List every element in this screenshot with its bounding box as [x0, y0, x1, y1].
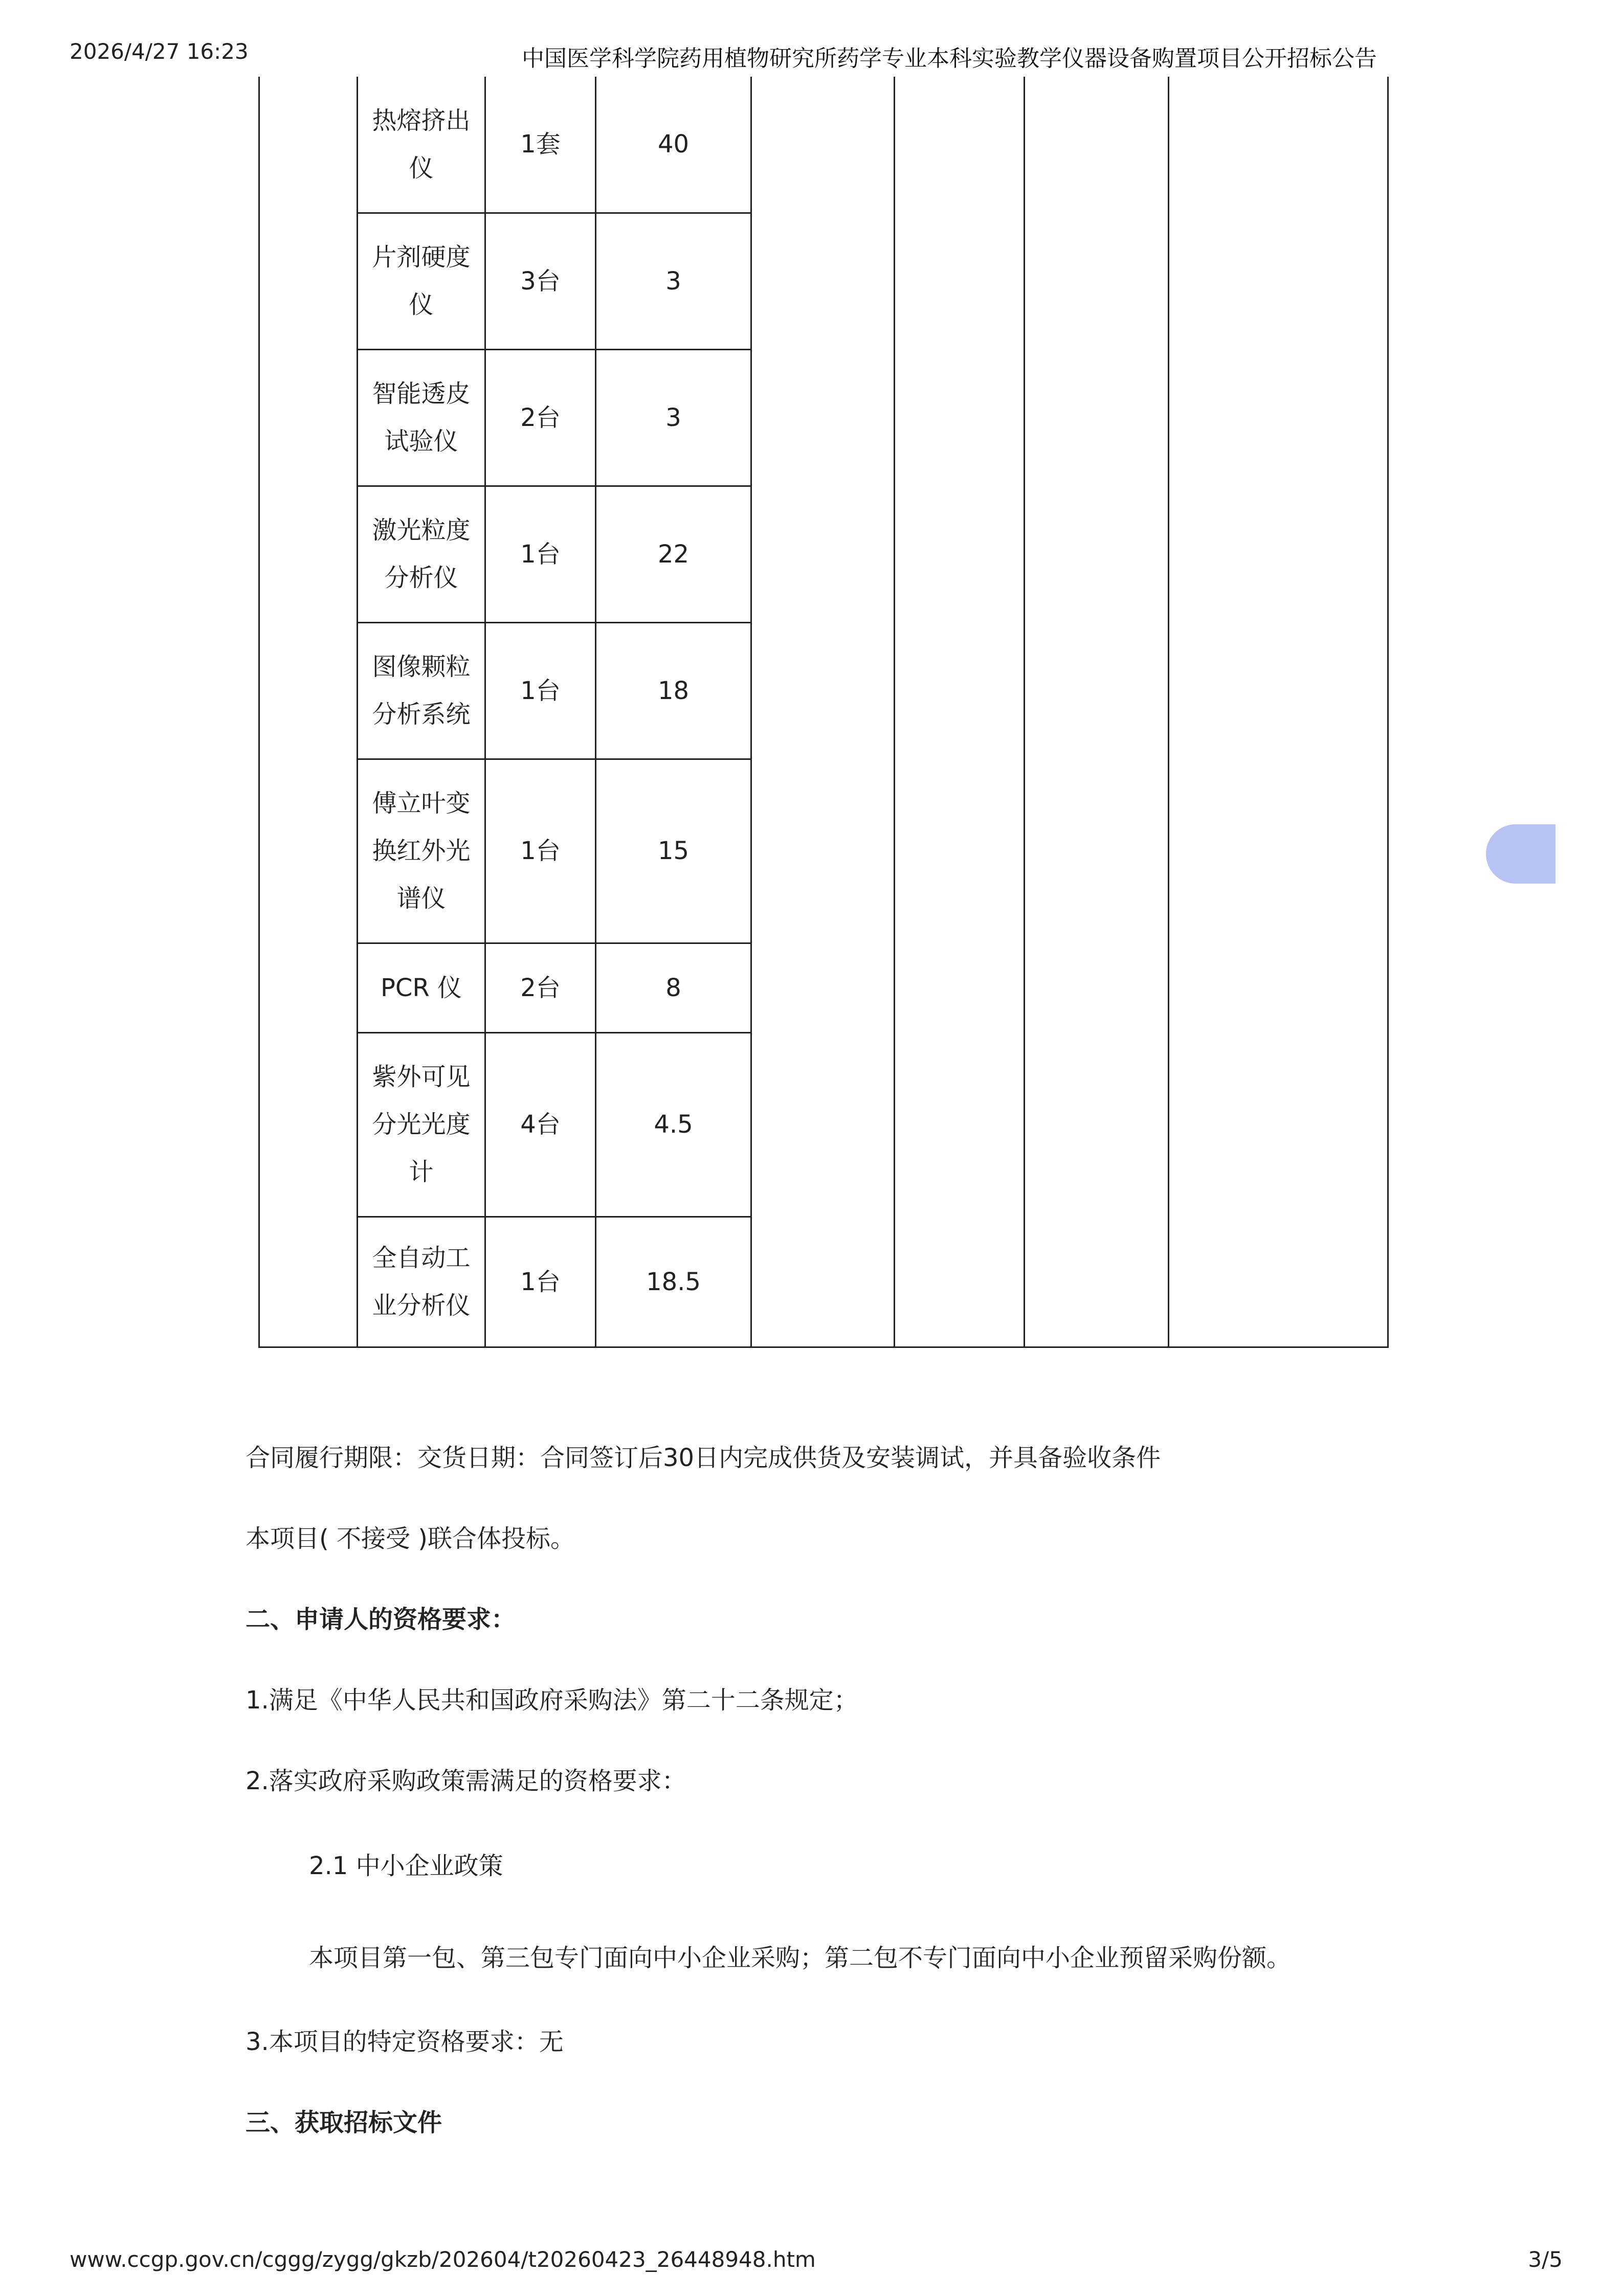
- table-cell-budget: 15: [657, 837, 690, 865]
- print-footer-url: www.ccgp.gov.cn/cggg/zygg/gkzb/202604/t20260423_26448948.htm: [70, 2247, 816, 2272]
- continued-table: [258, 77, 1389, 1348]
- consortium-text: 本项目( 不接受 )联合体投标。: [246, 1524, 575, 1553]
- table-cell-item-name: 片剂硬度 仪: [372, 243, 471, 319]
- table-border-bottom: [258, 1346, 1389, 1348]
- table-cell-quantity: 3台: [520, 266, 561, 296]
- requirement-1: 1.满足《中华人民共和国政府采购法》第二十二条规定；: [246, 1686, 858, 1715]
- print-header-datetime: 2026/4/27 16:23: [70, 39, 249, 64]
- table-cell-quantity: 2台: [520, 403, 561, 432]
- table-column-divider: [1024, 77, 1025, 1348]
- table-cell-budget: 8: [665, 973, 681, 1002]
- print-header-title: 中国医学科学院药用植物研究所药学专业本科实验教学仪器设备购置项目公开招标公告: [522, 46, 1377, 72]
- table-cell-budget: 3: [665, 403, 681, 432]
- table-cell-item-name: 傅立叶变 换红外光 谱仪: [372, 789, 471, 913]
- section-heading-obtain-documents: 三、获取招标文件: [246, 2108, 442, 2137]
- requirement-2-1-text: 本项目第一包、第三包专门面向中小企业采购；第二包不专门面向中小企业预留采购份额。: [309, 1944, 1292, 1972]
- table-cell-budget: 40: [657, 130, 690, 159]
- requirement-2-1-heading: 2.1 中小企业政策: [309, 1852, 503, 1880]
- print-footer-page-number: 3/5: [1528, 2247, 1563, 2272]
- section-heading-qualifications: 二、申请人的资格要求：: [246, 1605, 516, 1634]
- table-border-left: [258, 77, 260, 1348]
- table-cell-budget: 4.5: [654, 1110, 693, 1139]
- table-cell-budget: 22: [657, 539, 690, 569]
- table-cell-item-name: 图像颗粒 分析系统: [372, 652, 471, 729]
- table-cell-quantity: 1台: [520, 539, 561, 569]
- table-cell-item-name: 全自动工 业分析仪: [372, 1244, 471, 1320]
- table-cell-quantity: 1台: [520, 1267, 561, 1296]
- table-column-divider: [1168, 77, 1169, 1348]
- table-cell-item-name: 激光粒度 分析仪: [372, 516, 471, 592]
- floating-side-tab[interactable]: [1486, 824, 1555, 884]
- table-cell-budget: 18.5: [646, 1267, 701, 1296]
- table-column-divider: [894, 77, 895, 1348]
- table-cell-budget: 3: [665, 266, 681, 296]
- table-column-divider: [750, 77, 752, 1348]
- table-cell-item-name: 紫外可见 分光光度 计: [372, 1063, 471, 1186]
- table-cell-item-name: 智能透皮 试验仪: [372, 379, 471, 456]
- table-cell-item-name: 热熔挤出 仪: [372, 106, 471, 183]
- table-border-right: [1387, 77, 1389, 1348]
- requirement-3: 3.本项目的特定资格要求：无: [246, 2028, 564, 2056]
- table-cell-quantity: 1台: [520, 676, 561, 705]
- table-cell-quantity: 2台: [520, 973, 561, 1002]
- requirement-2: 2.落实政府采购政策需满足的资格要求：: [246, 1767, 686, 1795]
- contract-period-text: 合同履行期限：交货日期：合同签订后30日内完成供货及安装调试，并具备验收条件: [246, 1444, 1161, 1472]
- table-cell-item-name: PCR 仪: [380, 973, 462, 1002]
- table-cell-quantity: 1套: [520, 130, 561, 159]
- table-cell-quantity: 4台: [520, 1110, 561, 1139]
- table-cell-quantity: 1台: [520, 837, 561, 865]
- table-cell-budget: 18: [657, 676, 690, 705]
